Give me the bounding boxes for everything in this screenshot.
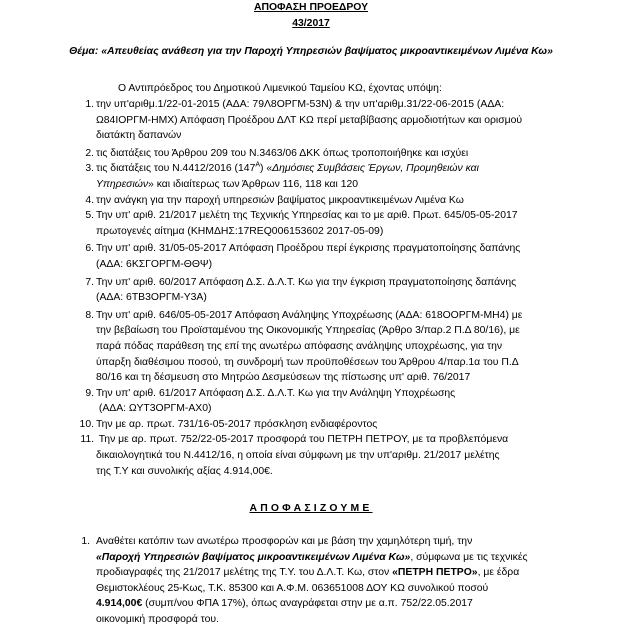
item-line: παρά πόδας παράθεση της επί της ανωτέρω απόφασης ανάληψης υποχρέωσης, για την bbox=[96, 340, 503, 352]
list-item bbox=[76, 432, 596, 479]
item-line: της Τ.Υ και συνολικής αξίας 4.914,00€. bbox=[96, 465, 273, 477]
superscript: Α bbox=[255, 161, 261, 169]
item-text: ) « bbox=[260, 163, 273, 175]
considerations-list bbox=[76, 97, 596, 479]
item-line: 80/16 και τη δέσμευση στο Μητρώο Δεσμεύσεων της πίστωσης υπ' αριθ. 76/2017 bbox=[96, 372, 471, 384]
item-line: πρωτογενές αίτημα (ΚΗΜΔΗΣ:17REQ006153602 2017-05-09) bbox=[96, 225, 384, 237]
item-line: Την υπ' αριθ. 61/2017 Απόφαση Δ.Σ. Δ.Λ.Τ. Κω για την Ανάληψη Υποχρέωσης bbox=[96, 387, 456, 399]
item-line: ύπαρξη διαθέσιμου ποσού, τη συνδρομή των προϋποθέσεων του Άρθρου 4/παρ.1α του Π.Δ bbox=[96, 356, 519, 368]
item-number: 10. bbox=[79, 418, 94, 430]
list-item bbox=[76, 241, 596, 272]
service-title: «Παροχή Υπηρεσιών βαψίματος μικροαντικειμένων Λιμένα Κω» bbox=[96, 551, 411, 563]
total-amount: 4.914,00€ bbox=[96, 598, 143, 610]
item-number: 9. bbox=[85, 387, 94, 399]
item-text: προδιαγραφές της 21/2017 μελέτης της Τ.Υ. του Δ.Λ.Τ. Κω, στον bbox=[96, 567, 393, 579]
item-number: 2. bbox=[85, 147, 94, 159]
item-number: 11. bbox=[80, 434, 94, 446]
intro-text: Ο Αντιπρόεδρος του Δημοτικού Λιμενικού Ταμείου ΚΩ, έχοντας υπόψη: bbox=[118, 83, 442, 94]
decision-heading: ΑΠΟΦΑΣΙΖΟΥΜΕ bbox=[249, 503, 373, 514]
item-line: (ΑΔΑ: 6ΚΣΓΟΡΓΜ-ΘΘΨ) bbox=[96, 258, 213, 270]
item-line bbox=[96, 596, 596, 612]
list-item bbox=[76, 308, 596, 386]
item-number: 6. bbox=[85, 243, 94, 255]
item-line: οικονομική προσφορά του. bbox=[96, 613, 219, 625]
list-item bbox=[76, 208, 596, 239]
list-item bbox=[76, 97, 596, 144]
list-item bbox=[76, 386, 596, 417]
item-line: Την υπ' αριθ. 21/2017 μελέτη της Τεχνικής Υπηρεσίας και το με αριθ. Πρωτ. 645/05-05-2017 bbox=[96, 210, 518, 222]
list-item bbox=[76, 193, 596, 209]
item-line bbox=[96, 161, 596, 177]
item-number: 4. bbox=[85, 194, 94, 206]
item-line: (ΑΔΑ: 6ΤΒ3ΟΡΓΜ-Υ3Α) bbox=[96, 292, 207, 304]
item-line bbox=[96, 565, 596, 581]
item-text: , σύμφωνα με τις τεχνικές bbox=[410, 551, 528, 563]
law-title: Δημόσιες Συμβάσεις Έργων, Προμηθειών και bbox=[272, 163, 479, 175]
item-text: » και ιδιαίτερως των Άρθρων 116, 118 και 120 bbox=[148, 178, 359, 190]
item-line bbox=[96, 550, 596, 566]
item-text: τις διατάξεις του Ν.4412/2016 (147 bbox=[96, 163, 256, 175]
item-line bbox=[96, 177, 596, 193]
item-line: διατάκτη δαπανών bbox=[96, 130, 182, 142]
item-number: 3. bbox=[85, 163, 94, 175]
decisions-list bbox=[76, 534, 596, 628]
law-title: Υπηρεσιών bbox=[96, 178, 149, 190]
list-item bbox=[76, 534, 596, 628]
item-line: την υπ'αριθμ.1/22-01-2015 (ΑΔΑ: 79Λ8ΟΡΓΜ-53Ν) & την υπ'αριθμ.31/22-06-2015 (ΑΔΑ: bbox=[96, 99, 505, 110]
item-line: Την υπ' αριθ. 60/2017 Απόφαση Δ.Σ. Δ.Λ.Τ. Κω για την έγκριση πραγματοποίησης δαπάνης bbox=[96, 276, 517, 288]
decision-number: 43/2017 bbox=[292, 18, 330, 29]
item-number: 8. bbox=[85, 309, 94, 321]
item-number: 1. bbox=[85, 99, 94, 110]
item-line: δικαιολογητικά του Ν.4412/16, η οποία είναι σύμφωνη με την υπ'αριθμ. 21/2017 μελέτης bbox=[96, 450, 500, 462]
item-text: (συμπ/νου ΦΠΑ 17%), όπως αναγράφεται στην με α.π. 752/22.05.2017 bbox=[142, 598, 473, 610]
item-line: (ΑΔΑ: ΩΥΤ3ΟΡΓΜ-ΑΧ0) bbox=[96, 403, 212, 415]
item-line: Αναθέτει κατόπιν των ανωτέρω προσφορών και με βάση την χαμηλότερη τιμή, την bbox=[96, 536, 473, 547]
item-line: Θεμιστοκλέους 25-Κως, Τ.Κ. 85300 και Α.Φ.Μ. 063651008 ΔΟΥ ΚΩ συνολικού ποσού bbox=[96, 582, 489, 594]
list-item bbox=[76, 417, 596, 433]
item-line: Την υπ' αριθ. 646/05-05-2017 Απόφαση Ανάληψης Υποχρέωσης (ΑΔΑ: 618ΟΟΡΓΜ-ΜΗ4) με bbox=[96, 309, 523, 321]
list-item bbox=[76, 146, 596, 162]
contractor-name: «ΠΕΤΡΗ ΠΕΤΡΟ» bbox=[392, 567, 478, 579]
item-number: 5. bbox=[85, 210, 94, 222]
item-text: , με έδρα bbox=[477, 567, 520, 579]
item-line: τις διατάξεις του Άρθρου 209 του Ν.3463/06 ΔΚΚ όπως τροποποιήθηκε και ισχύει bbox=[96, 147, 469, 159]
list-item bbox=[76, 161, 596, 192]
item-line: Την υπ' αριθ. 31/05-05-2017 Απόφαση Προέδρου περί έγκρισης πραγματοποίησης δαπάνης bbox=[96, 243, 521, 255]
item-line: την ανάγκη για την παροχή υπηρεσιών βαψίματος μικροαντικειμένων Λιμένα Κω bbox=[96, 194, 464, 206]
item-line: Ω84ΙΟΡΓΜ-ΗΜΧ) Απόφαση Προέδρου ΔΛΤ ΚΩ περί μεταβίβασης αρμοδιοτήτων και ορισμού bbox=[96, 114, 523, 126]
subject-line: Θέμα: «Απευθείας ανάθεση για την Παροχή Υπηρεσιών βαψίματος μικροαντικειμένων Λιμένα Κω» bbox=[69, 46, 553, 57]
item-line: Την με αρ. πρωτ. 731/16-05-2017 πρόσκληση ενδιαφέροντος bbox=[96, 418, 378, 430]
item-line: Την με αρ. πρωτ. 752/22-05-2017 προσφορά του ΠΕΤΡΗ ΠΕΤΡΟΥ, με τα προβλεπόμενα bbox=[96, 434, 509, 446]
item-line: την βεβαίωση του Προϊσταμένου της Οικονομικής Υπηρεσίας (Άρθρο 3/παρ.2 Π.Δ 80/16), με bbox=[96, 325, 520, 337]
item-number: 7. bbox=[85, 276, 94, 288]
item-number: 1. bbox=[81, 536, 90, 547]
document-title: ΑΠΟΦΑΣΗ ΠΡΟΕΔΡΟΥ bbox=[253, 2, 369, 13]
list-item bbox=[76, 275, 596, 306]
